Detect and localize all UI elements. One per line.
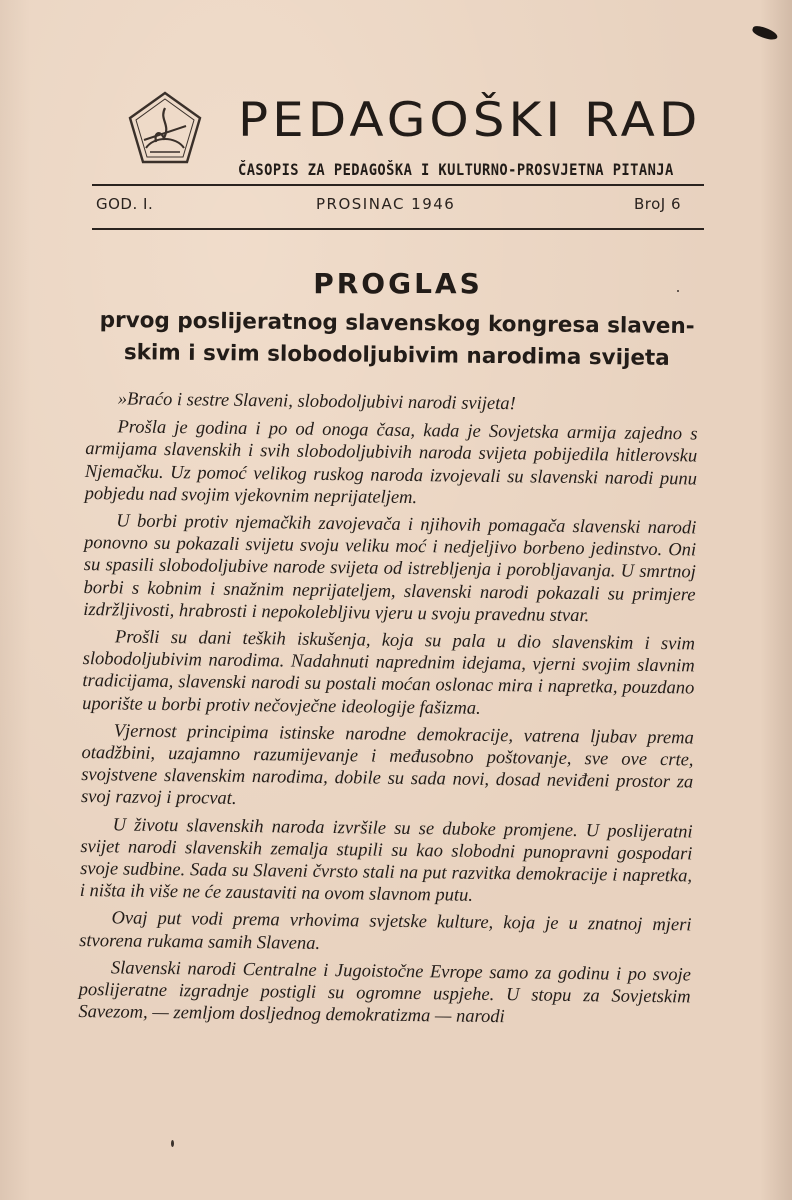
journal-title: PEDAGOŠKI RAD (238, 92, 702, 148)
article-paragraph: Slavenski narodi Centralne i Jugoistočne Evrope samo za godinu i po svoje poslijeratne izgradnje postigli su ogromne uspjehe. U stopu za Sovjetskim Savezom, — zemljom dosljednog demokratizma — narodi (78, 958, 691, 1028)
article-paragraph: U životu slavenskih naroda izvršile su se duboke promjene. U poslijeratni svijet narodi slavenskih zemalja stupili su kao slobodni punopravni gospodari svoje sudbine. Sada su Slaveni čvrsto stali na put razvitka demokracije i napretka, i ništa ih više ne će zaustaviti na ovom slavnom putu. (79, 815, 693, 907)
article-paragraph: Ovaj put vodi prema vrhovima svjetske kulture, koja je u znatnoj mjeri stvorena rukama samih Slavena. (79, 908, 692, 954)
paper-speck (677, 290, 679, 292)
issue-date: PROSINAC 1946 (316, 195, 456, 213)
article-paragraph: Prošla je godina i po od onoga časa, kada je Sovjetska armija zajedno s armijama slavenskih i svih slobodoljubivih naroda svijeta pobijedila hitlerovsku Njemačku. Uz pomoć velikog ruskog naroda izvojevali su slavenski narodi punu pobjedu nad svojim vjekovnim neprijateljem. (84, 417, 698, 508)
article-paragraph: U borbi protiv njemačkih zavojevača i njihovih pomagača slavenski narodi ponovno su pokazali svijetu svoju veliku moć i nedjeljivo borbeno jedinstvo. Oni su spasili slobodoljubive narode svijeta od istrebljenja i porobljavanja. U smrtnoj borbi s kobnim i snažnim neprijateljem, slavenski narodi pokazali su primjere izdržljivosti, hrabrosti i nepokolebljivu vjeru u svoju pravednu stvar. (83, 511, 697, 626)
masthead-rule-top (92, 184, 704, 186)
journal-subtitle: ČASOPIS ZA PEDAGOŠKA I KULTURNO-PROSVJETNA PITANJA (238, 160, 674, 179)
article-paragraph: Vjernost principima istinske narodne demokracije, vatrena ljubav prema otadžbini, uzajamno razumijevanje i međusobno poštovanje, sve ove crte, svojstvene slavenskim narodima, dobile su sada novi, dosad neviđeni prostor za svoj razvoj i procvat. (80, 721, 694, 810)
article-subtitle: prvog poslijeratnog slavenskog kongresa slaven-skim i svim slobodoljubivim narodima svijeta (99, 307, 695, 371)
issue-number: BroJ 6 (634, 195, 682, 213)
article-paragraph: Prošli su dani teških iskušenja, koja su pala u dio slavenskim i svim slobodoljubivim narodima. Nadahnuti naprednim idejama, vjerni svojim slavnim tradicijama, slavenski narodi su postali moćan oslonac mira i napretka, pouzdano uporište u borbi protiv nečovječne ideologije fašizma. (82, 627, 696, 719)
masthead-rule-bottom (92, 228, 704, 230)
article-body (78, 388, 698, 1036)
paper-speck (171, 1140, 174, 1147)
journal-emblem-icon (126, 90, 204, 166)
article-title: PROGLAS (313, 267, 483, 300)
article-paragraph: »Braćo i sestre Slaveni, slobodoljubivi narodi svijeta! (117, 389, 516, 415)
volume-year: GOD. I. (96, 195, 154, 213)
